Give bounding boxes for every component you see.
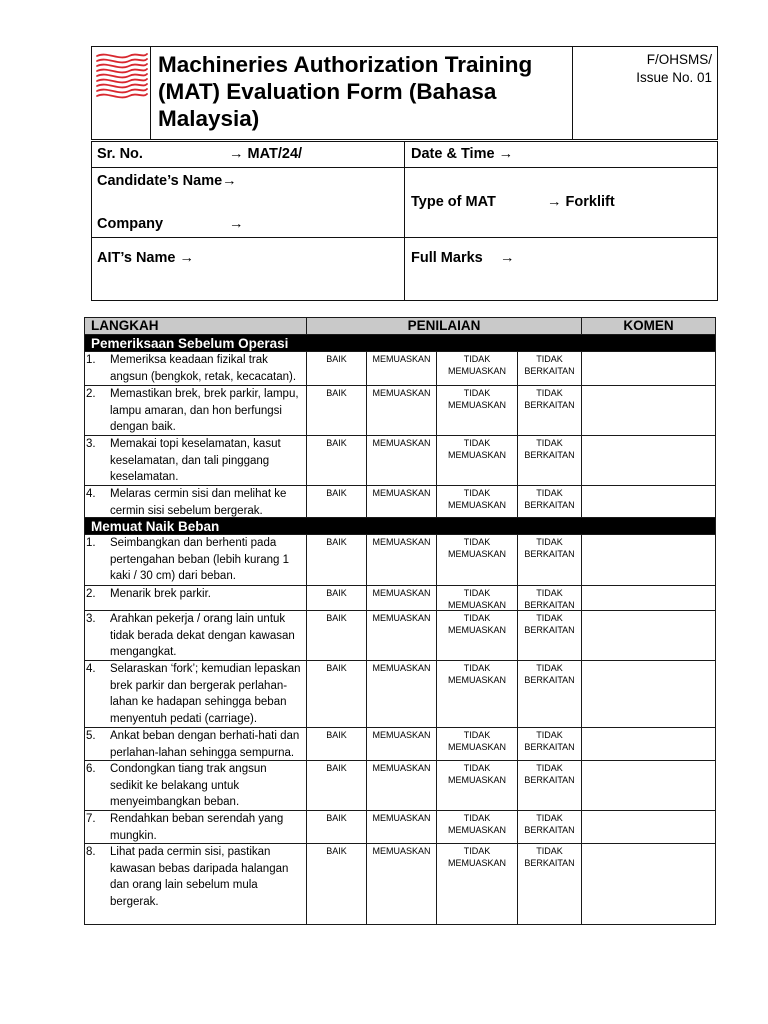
step-text [110, 352, 296, 385]
rating-tidak-berkaitan: TIDAK BERKAITAN [517, 728, 581, 760]
rating-baik: BAIK [306, 486, 366, 517]
rating-baik: BAIK [306, 386, 366, 435]
step-text-line: Memastikan brek, brek parkir, lampu, [110, 388, 299, 400]
step-text-line: menyeimbangkan beban. [110, 796, 240, 808]
info-divider [404, 142, 405, 300]
step-text-line: Lihat pada cermin sisi, pastikan [110, 846, 271, 858]
step-text-line: kawasan bebas daripada halangan [110, 862, 289, 875]
table-header-row [85, 318, 715, 334]
rating-tidak-berkaitan: TIDAK BERKAITAN [517, 352, 581, 385]
rating-memuaskan: MEMUASKAN [366, 611, 436, 660]
rating-tidak-memuaskan: TIDAK MEMUASKAN [436, 486, 517, 517]
col-komen: KOMEN [581, 318, 715, 334]
step-text-line: sedikit ke belakang untuk [110, 779, 240, 792]
type-of-mat-label: Type of MAT [411, 194, 496, 210]
rating-baik: BAIK [306, 844, 366, 924]
col-penilaian: PENILAIAN [306, 318, 581, 334]
step-number: 2. [86, 388, 96, 400]
company-arrow: → [229, 216, 244, 232]
step-text-line: Selaraskan ‘fork’; kemudian lepaskan [110, 663, 301, 675]
rating-baik: BAIK [306, 352, 366, 385]
sr-no-value: → MAT/24/ [229, 146, 303, 162]
evaluation-table [84, 317, 716, 925]
table-row [85, 843, 715, 924]
step-text [110, 436, 281, 485]
table-row [85, 435, 715, 485]
type-of-mat-value: → Forklift [547, 194, 615, 210]
step-text-line: Memakai topi keselamatan, kasut [110, 438, 281, 450]
step-text-line: Condongkan tiang trak angsun [110, 763, 267, 775]
rating-baik: BAIK [306, 436, 366, 485]
document-meta [573, 51, 717, 87]
col-langkah: LANGKAH [91, 318, 159, 333]
step-cell [85, 728, 306, 760]
header-divider [150, 47, 151, 139]
step-text [110, 728, 299, 760]
rating-tidak-memuaskan: TIDAK MEMUASKAN [436, 352, 517, 385]
form-title: Machineries Authorization Training (MAT) Evaluation Form (Bahasa Malaysia) [158, 52, 533, 131]
rating-tidak-berkaitan: TIDAK BERKAITAN [517, 386, 581, 435]
rating-memuaskan: MEMUASKAN [366, 535, 436, 585]
step-cell [85, 761, 306, 810]
comment-cell [581, 844, 715, 924]
rating-tidak-memuaskan: TIDAK MEMUASKAN [436, 661, 517, 727]
step-number: 8. [86, 846, 96, 858]
step-cell [85, 661, 306, 727]
issue-number: Issue No. 01 [636, 70, 712, 85]
full-marks-arrow: → [500, 250, 515, 266]
step-text-line: lampu amaran, dan hon berfungsi [110, 404, 282, 417]
comment-cell [581, 811, 715, 843]
step-text-line: keselamatan. [110, 471, 179, 483]
step-text-line: Arahkan pekerja / orang lain untuk [110, 613, 286, 625]
step-text-line: Memeriksa keadaan fizikal trak [110, 354, 268, 366]
step-text-line: perlahan-lahan sehingga sempurna. [110, 746, 295, 759]
step-cell [85, 535, 306, 585]
step-text [110, 844, 288, 910]
rating-tidak-berkaitan: TIDAK BERKAITAN [517, 844, 581, 924]
table-row [85, 351, 715, 385]
rating-memuaskan: MEMUASKAN [366, 386, 436, 435]
step-cell [85, 386, 306, 435]
step-text-line: dan orang lain sebelum mula [110, 879, 258, 891]
step-number: 1. [86, 354, 96, 366]
rating-baik: BAIK [306, 811, 366, 843]
table-row [85, 585, 715, 610]
comment-cell [581, 535, 715, 585]
step-cell [85, 811, 306, 843]
rating-tidak-berkaitan: TIDAK BERKAITAN [517, 661, 581, 727]
rating-memuaskan: MEMUASKAN [366, 486, 436, 517]
comment-cell [581, 352, 715, 385]
candidate-name-label: Candidate’s Name→ [97, 173, 237, 189]
comment-cell [581, 386, 715, 435]
rating-tidak-memuaskan: TIDAK MEMUASKAN [436, 611, 517, 660]
step-text [110, 811, 283, 843]
step-text-line: Ankat beban dengan berhati-hati dan [110, 730, 300, 742]
rating-tidak-memuaskan: TIDAK MEMUASKAN [436, 761, 517, 810]
step-number: 4. [86, 663, 96, 675]
rating-memuaskan: MEMUASKAN [366, 811, 436, 843]
rating-tidak-berkaitan: TIDAK BERKAITAN [517, 811, 581, 843]
step-cell [85, 352, 306, 385]
step-number: 3. [86, 438, 96, 450]
comment-cell [581, 728, 715, 760]
full-marks-label: Full Marks [411, 250, 483, 266]
step-text [110, 661, 301, 727]
rating-baik: BAIK [306, 611, 366, 660]
step-text [110, 611, 295, 660]
rating-memuaskan: MEMUASKAN [366, 728, 436, 760]
step-cell [85, 436, 306, 485]
table-row [85, 385, 715, 435]
rating-tidak-memuaskan: TIDAK MEMUASKAN [436, 586, 517, 610]
comment-cell [581, 661, 715, 727]
rating-memuaskan: MEMUASKAN [366, 586, 436, 610]
rating-memuaskan: MEMUASKAN [366, 661, 436, 727]
step-cell [85, 844, 306, 924]
comment-cell [581, 486, 715, 517]
rating-tidak-berkaitan: TIDAK BERKAITAN [517, 761, 581, 810]
rating-baik: BAIK [306, 535, 366, 585]
step-text-line: mungkin. [110, 829, 157, 842]
logo-stripes [97, 54, 147, 97]
step-number: 5. [86, 730, 96, 742]
step-number: 1. [86, 537, 96, 549]
rating-tidak-memuaskan: TIDAK MEMUASKAN [436, 811, 517, 843]
rating-memuaskan: MEMUASKAN [366, 352, 436, 385]
rating-tidak-memuaskan: TIDAK MEMUASKAN [436, 535, 517, 585]
step-text-line: Rendahkan beban serendah yang [110, 813, 284, 825]
step-text [110, 486, 286, 517]
rating-tidak-memuaskan: TIDAK MEMUASKAN [436, 844, 517, 924]
rating-baik: BAIK [306, 728, 366, 760]
step-number: 4. [86, 488, 96, 500]
step-text-line: kaki / 30 cm) dari beban. [110, 570, 236, 582]
rating-memuaskan: MEMUASKAN [366, 844, 436, 924]
candidate-info-box [91, 141, 718, 301]
rating-tidak-memuaskan: TIDAK MEMUASKAN [436, 386, 517, 435]
sr-no-label: Sr. No. [97, 146, 143, 162]
rating-baik: BAIK [306, 761, 366, 810]
step-text-line: dengan baik. [110, 421, 176, 433]
form-header-box [91, 46, 718, 140]
rating-baik: BAIK [306, 586, 366, 610]
step-text [110, 761, 267, 810]
comment-cell [581, 436, 715, 485]
rating-tidak-berkaitan: TIDAK BERKAITAN [517, 436, 581, 485]
company-label: Company [97, 216, 164, 232]
step-text [110, 386, 299, 435]
step-text-line: cermin sisi sebelum bergerak. [110, 504, 263, 517]
step-cell [85, 486, 306, 517]
rating-tidak-memuaskan: TIDAK MEMUASKAN [436, 436, 517, 485]
step-number: 7. [86, 813, 96, 825]
rating-tidak-memuaskan: TIDAK MEMUASKAN [436, 728, 517, 760]
comment-cell [581, 586, 715, 610]
rating-tidak-berkaitan: TIDAK BERKAITAN [517, 486, 581, 517]
comment-cell [581, 611, 715, 660]
ait-name-label: AIT’s Name → [97, 250, 194, 266]
document-code: F/OHSMS/ [646, 52, 712, 67]
company-logo-icon [95, 50, 149, 102]
rating-tidak-berkaitan: TIDAK BERKAITAN [517, 535, 581, 585]
step-text-line: Melaras cermin sisi dan melihat ke [110, 488, 287, 500]
step-text-line: Menarik brek parkir. [110, 588, 211, 600]
step-number: 2. [86, 588, 96, 600]
rating-baik: BAIK [306, 661, 366, 727]
step-text [110, 586, 211, 603]
table-row [85, 727, 715, 760]
step-cell [85, 611, 306, 660]
rating-tidak-berkaitan: TIDAK BERKAITAN [517, 611, 581, 660]
step-text-line: bergerak. [110, 895, 159, 908]
table-row [85, 760, 715, 810]
step-number: 6. [86, 763, 96, 775]
step-cell [85, 586, 306, 610]
step-text-line: keselamatan, dan tali pinggang [110, 454, 270, 467]
step-text-line: tidak berada dekat dengan kawasan [110, 629, 295, 642]
step-text-line: angsun (bengkok, retak, kecacatan). [110, 370, 297, 383]
comment-cell [581, 761, 715, 810]
rating-tidak-berkaitan: TIDAK BERKAITAN [517, 586, 581, 610]
date-time-label: Date & Time → [411, 146, 514, 162]
rating-memuaskan: MEMUASKAN [366, 761, 436, 810]
table-row [85, 485, 715, 517]
step-text-line: lahan ke hadapan sehingga beban [110, 696, 287, 708]
table-row [85, 610, 715, 660]
step-text-line: menyentuh pedati (carriage). [110, 712, 258, 725]
rating-memuaskan: MEMUASKAN [366, 436, 436, 485]
table-row [85, 660, 715, 727]
section-header: Memuat Naik Beban [85, 517, 715, 534]
step-text-line: brek parkir dan bergerak perlahan- [110, 679, 288, 692]
step-number: 3. [86, 613, 96, 625]
step-text-line: mengangkat. [110, 646, 177, 658]
step-text-line: pertengahan beban (lebih kurang 1 [110, 553, 290, 566]
table-row [85, 534, 715, 585]
table-row [85, 810, 715, 843]
step-text [110, 535, 289, 585]
step-text-line: Seimbangkan dan berhenti pada [110, 537, 277, 549]
section-header: Pemeriksaan Sebelum Operasi [85, 334, 715, 351]
